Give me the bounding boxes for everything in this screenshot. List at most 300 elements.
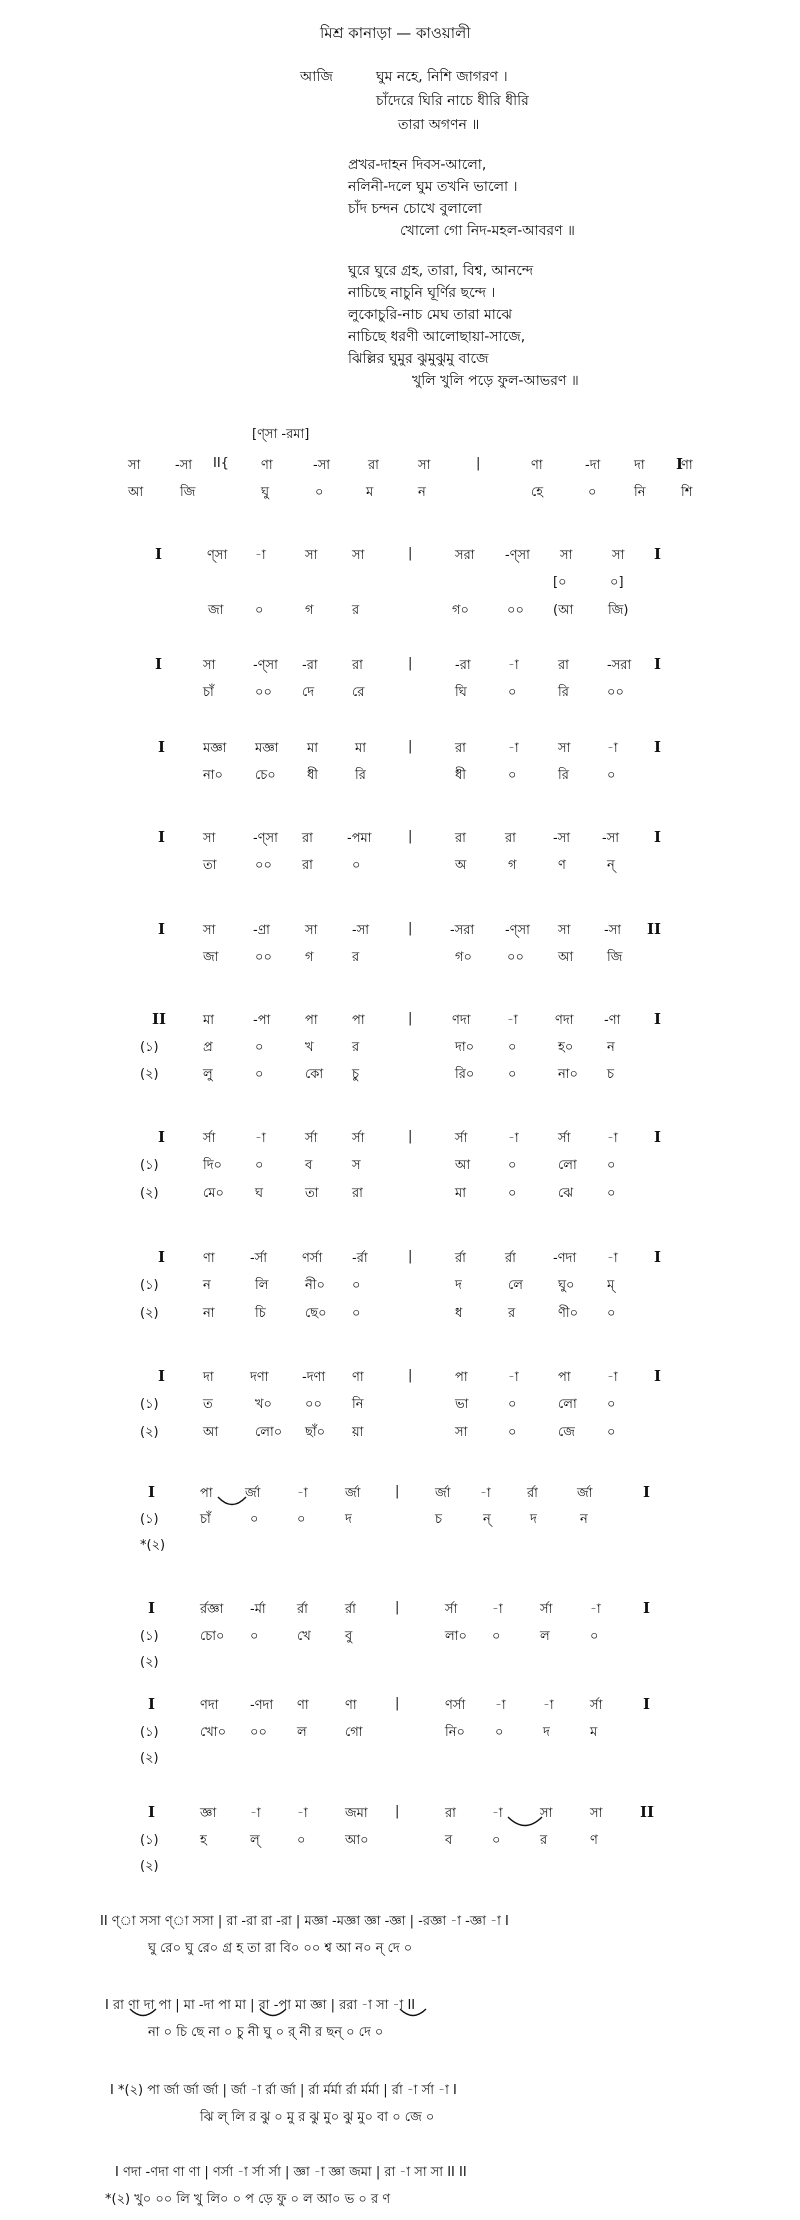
swara-note: -সা — [313, 458, 331, 473]
swara-note: -দণা — [302, 1370, 326, 1385]
lyric-syllable: ০ — [250, 1512, 259, 1527]
swara-note: র্জা — [435, 1486, 451, 1501]
swara-note: ণ্সা — [207, 548, 228, 563]
swara-note: সা — [305, 548, 318, 563]
lyric-syllable: ব — [445, 1833, 453, 1848]
swara-note: পা — [455, 1370, 468, 1385]
swara-note: সা — [590, 1806, 603, 1821]
lyric-syllable: গ০ — [452, 603, 469, 618]
bar-line: I — [654, 738, 662, 756]
lyric-syllable: প্র — [203, 1040, 213, 1055]
swara-note: দণা — [250, 1370, 269, 1385]
bar-line: I — [158, 828, 166, 846]
lyric-syllable: ০ — [495, 1725, 504, 1740]
swara-note: -রা — [302, 658, 318, 673]
lyric-syllable: ত — [203, 1397, 213, 1412]
bar-line: I — [158, 1367, 166, 1385]
lyric-syllable: স — [352, 1158, 361, 1173]
swara-note: পা — [200, 1486, 213, 1501]
lyric-syllable: য়া — [352, 1425, 364, 1440]
swara-note: পা — [305, 1013, 318, 1028]
lyric-syllable: আ — [455, 1158, 471, 1173]
beat-divider: | — [395, 1600, 400, 1615]
swara-note: -সা — [352, 923, 370, 938]
lyric-syllable: চু — [352, 1067, 360, 1082]
swara-note: -ণা — [604, 1013, 621, 1028]
verse-label: (১) — [140, 1040, 159, 1055]
bar-line: I — [155, 545, 163, 563]
lyric-syllable: খ — [305, 1040, 314, 1055]
lyric-syllable: হে — [531, 485, 544, 500]
swara-note: রা — [368, 458, 379, 473]
swara-note: সা — [558, 923, 571, 938]
song-title: মিশ্র কানাড়া — কাওয়ালী — [320, 24, 471, 42]
lyric-syllable: ধী — [455, 768, 467, 783]
swara-note: রা — [352, 658, 363, 673]
lyric-syllable: ০ — [297, 1833, 306, 1848]
lyric-syllable: ০ — [607, 1425, 616, 1440]
verse-label: (২) — [140, 1186, 159, 1201]
lyric-syllable: চ — [607, 1067, 615, 1082]
swara-note: র্সা — [558, 1131, 571, 1146]
lyric-syllable: র — [352, 603, 360, 618]
lyric-syllable: ণ — [590, 1833, 598, 1848]
lyric-syllable: মা — [455, 1186, 466, 1201]
lyric-syllable: নি০ — [445, 1725, 465, 1740]
swara-note: -া — [255, 1131, 266, 1146]
lyric-syllable: ০ — [492, 1629, 501, 1644]
lyric-syllable: দ — [455, 1278, 462, 1293]
swara-note: -া — [590, 1602, 601, 1617]
bar-line: I — [643, 1695, 651, 1713]
swara-note: -সরা — [450, 923, 475, 938]
lyric-syllable: খো০ — [200, 1725, 227, 1740]
bar-line: I — [148, 1599, 156, 1617]
lyric-syllable: আ — [128, 485, 144, 500]
verse-label: (১) — [140, 1158, 159, 1173]
swara-note: -া — [297, 1806, 308, 1821]
lyric-syllable: আ — [203, 1425, 219, 1440]
swara-note: -ণ্রা — [253, 923, 270, 938]
notation-line: I *(২) পা র্জা র্জা র্জা | র্জা -া র্রা র্জা | র্রা র্মর্মা র্রা র্মর্মা | র্রা -া র্সা -া I — [110, 2083, 457, 2098]
lyric-syllable: দি০ — [203, 1158, 223, 1173]
verse-label: (২) — [140, 1425, 159, 1440]
lyric-syllable: নী০ — [305, 1278, 325, 1293]
lyric-syllable: লো — [558, 1158, 577, 1173]
swara-note: র্জা — [245, 1486, 261, 1501]
verse-label: (১) — [140, 1397, 159, 1412]
slur-arc — [218, 1497, 246, 1505]
lyric-line: প্রখর-দাহন দিবস-আলো, — [348, 157, 487, 173]
notation-header: [ণ্সা -রমা] — [252, 427, 310, 442]
bar-line: I — [158, 1128, 166, 1146]
lyric-syllable: ০ — [492, 1833, 501, 1848]
lyric-syllable: ০০ — [255, 858, 272, 873]
lyric-syllable: ণী০ — [558, 1306, 579, 1321]
swara-note: র্রা — [455, 1251, 466, 1266]
bar-line: I — [654, 1367, 662, 1385]
lyric-syllable: জে — [558, 1425, 575, 1440]
lyric-syllable: ০ — [508, 768, 517, 783]
lyric-syllable: তা — [305, 1186, 319, 1201]
lyric-syllable: আ — [558, 950, 574, 965]
verse-label: (১) — [140, 1833, 159, 1848]
swara-note: ণর্সা — [302, 1251, 323, 1266]
swara-note: -া — [480, 1486, 491, 1501]
bar-line: I — [643, 1483, 651, 1501]
lyric-line: খুলি খুলি পড়ে ফুল-আভরণ ॥ — [412, 373, 579, 389]
lyric-syllable: ০] — [610, 575, 624, 590]
lyric-syllable: ০ — [352, 1306, 361, 1321]
swara-note: -পা — [253, 1013, 271, 1028]
lyric-syllable: লি — [255, 1278, 269, 1293]
lyric-syllable: র — [352, 950, 360, 965]
lyric-syllable: ন — [418, 485, 426, 500]
lyric-syllable: ল — [297, 1725, 307, 1740]
swara-note: সা — [418, 458, 431, 473]
lyric-syllable: ০ — [508, 1158, 517, 1173]
swara-note: -র্সা — [250, 1251, 268, 1266]
beat-divider: | — [395, 1696, 400, 1711]
lyric-syllable: লো — [558, 1397, 577, 1412]
lyric-syllable: দা০ — [455, 1040, 475, 1055]
verse-label: (২) — [140, 1655, 159, 1670]
swara-note: র্রা — [527, 1486, 538, 1501]
swara-note: সা — [612, 548, 625, 563]
lyric-syllable: ল — [540, 1629, 550, 1644]
lyric-line: নাচিছে নাচুনি ঘূর্ণির ছন্দে । — [348, 285, 496, 301]
bar-line: II — [640, 1803, 655, 1821]
bar-line: I — [654, 1010, 662, 1028]
lyric-syllable: গ — [508, 858, 517, 873]
lyric-syllable: বু — [345, 1629, 353, 1644]
lyric-syllable: রা — [352, 1186, 363, 1201]
lyric-syllable: খ০ — [255, 1397, 272, 1412]
swara-note: র্সা — [445, 1602, 458, 1617]
lyric-syllable: চ — [435, 1512, 443, 1527]
lyric-line: নলিনী-দলে ঘুম তখনি ভালো । — [348, 179, 518, 195]
swara-note: II{ — [213, 456, 229, 471]
lyric-syllable: মে০ — [203, 1186, 224, 1201]
lyric-line: *(২) খু০ ০০ লি খু লি০ ০ প ড়ে ফু ০ ল আ০ ভ ০ র ণ — [105, 2192, 391, 2207]
lyric-syllable: জা — [203, 950, 219, 965]
swara-note: -া — [297, 1486, 308, 1501]
bar-line: I — [676, 455, 684, 473]
lyric-line: ঘুম নহে, নিশি জাগরণ । — [376, 69, 508, 85]
bar-line: I — [148, 1803, 156, 1821]
swara-note: -া — [508, 741, 519, 756]
lyric-syllable: ম্ — [607, 1278, 615, 1293]
lyric-syllable: নি — [634, 485, 646, 500]
lyric-syllable: ঘু — [261, 485, 270, 500]
swara-note: ণদা — [200, 1698, 219, 1713]
lyric-syllable: আ০ — [345, 1833, 369, 1848]
swara-note: ণা — [352, 1370, 364, 1385]
lyric-syllable: ০ — [352, 1278, 361, 1293]
lyric-line: লুকোচুরি-নাচ মেঘ তারা মাঝে — [348, 307, 513, 323]
swara-note: -ণদা — [250, 1698, 274, 1713]
lyric-syllable: ০ — [508, 1397, 517, 1412]
swara-note: -া — [607, 1370, 618, 1385]
lyric-syllable: শি — [681, 485, 693, 500]
lyric-syllable: লো০ — [255, 1425, 283, 1440]
lyric-line: তারা অগণন ॥ — [398, 117, 480, 133]
beat-divider: | — [408, 1011, 413, 1026]
swara-note: রা — [505, 831, 516, 846]
lyric-line: ঘুরে ঘুরে গ্রহ, তারা, বিশ্ব, আনন্দে — [348, 263, 534, 279]
bar-line: I — [654, 828, 662, 846]
lyric-syllable: ০ — [255, 603, 264, 618]
lyric-syllable: ধ — [455, 1306, 463, 1321]
swara-note: মজ্ঞা — [255, 741, 279, 756]
swara-note: -া — [607, 741, 618, 756]
swara-note: -ণ্সা — [253, 831, 278, 846]
lyric-syllable: জা — [208, 603, 224, 618]
swara-note: -সা — [175, 458, 193, 473]
lyric-syllable: ঘি — [455, 685, 467, 700]
lyric-syllable: লু — [203, 1067, 213, 1082]
swara-note: -সা — [604, 923, 622, 938]
swara-note: -র্রা — [352, 1251, 368, 1266]
swara-note: সা — [352, 548, 365, 563]
swara-note: র্জা — [345, 1486, 361, 1501]
lyric-syllable: ০ — [352, 858, 361, 873]
beat-divider: | — [408, 739, 413, 754]
lyric-syllable: ০ — [607, 768, 616, 783]
swara-note: -া — [508, 1370, 519, 1385]
swara-note: র্রা — [505, 1251, 516, 1266]
lyric-syllable: ০ — [508, 1425, 517, 1440]
lyric-syllable: হ০ — [558, 1040, 574, 1055]
swara-note: -া — [492, 1806, 503, 1821]
lyric-syllable: র — [508, 1306, 516, 1321]
lyric-syllable: ০ — [588, 485, 597, 500]
swara-note: -া — [508, 1131, 519, 1146]
lyric-syllable: চাঁ — [200, 1512, 211, 1527]
swara-note: রা — [445, 1806, 456, 1821]
swara-note: মজ্ঞা — [203, 741, 227, 756]
bar-line: I — [155, 655, 163, 673]
bar-line: I — [158, 1248, 166, 1266]
lyric-syllable: রি — [558, 768, 569, 783]
lyric-syllable: ০ — [590, 1629, 599, 1644]
swara-note: র্সা — [352, 1131, 365, 1146]
lyric-syllable: ০ — [607, 1397, 616, 1412]
swara-note: সা — [560, 548, 573, 563]
swara-note: দা — [634, 458, 645, 473]
beat-divider: | — [395, 1804, 400, 1819]
verse-label: (১) — [140, 1725, 159, 1740]
swara-note: -া — [250, 1806, 261, 1821]
lyric-syllable: ০ — [508, 1186, 517, 1201]
swara-note: সা — [540, 1806, 553, 1821]
bar-line: I — [148, 1695, 156, 1713]
beat-divider: | — [408, 656, 413, 671]
swara-note: ণা — [531, 458, 543, 473]
swara-note: জ্ঞা — [200, 1806, 217, 1821]
lyric-syllable: দ — [345, 1512, 352, 1527]
lyric-syllable: চি — [255, 1306, 266, 1321]
lyric-syllable: চে০ — [255, 768, 276, 783]
lyric-syllable: দ — [543, 1725, 550, 1740]
swara-note: -রা — [455, 658, 471, 673]
lyric-syllable: ঝে — [558, 1186, 574, 1201]
swara-note: মা — [203, 1013, 214, 1028]
notation-line: II ণ্া সসা ণ্া সসা | রা -রা রা -রা | মজ্ঞা -মজ্ঞা জ্ঞা -জ্ঞা | -রজ্ঞা -া -জ্ঞা -া I — [100, 1914, 509, 1929]
lyric-syllable: ন — [580, 1512, 588, 1527]
lyric-syllable: ০০ — [255, 685, 272, 700]
lyric-syllable: ণ — [558, 858, 566, 873]
lyric-syllable: তা — [203, 858, 217, 873]
lyric-syllable: ম — [590, 1725, 598, 1740]
lyric-syllable: চো০ — [200, 1629, 225, 1644]
swara-note: র্রজ্ঞা — [200, 1602, 224, 1617]
swara-note: -সরা — [607, 658, 632, 673]
lyric-syllable: গ — [305, 950, 314, 965]
swara-note: -া — [543, 1698, 554, 1713]
lyric-syllable: কো — [305, 1067, 324, 1082]
swara-note: ণদা — [555, 1013, 574, 1028]
lyric-line: খোলো গো নিদ-মহল-আবরণ ॥ — [400, 223, 575, 239]
lyric-line: না ০ চি ছে না ০ চু নী ঘু ০ র্ নী র ছন্ ০ দে ০ — [148, 2025, 384, 2040]
swara-note: -ণ্সা — [505, 923, 530, 938]
bar-line: I — [158, 920, 166, 938]
swara-note: সরা — [455, 548, 475, 563]
lyric-syllable: লে — [508, 1278, 523, 1293]
swara-note: ণা — [261, 458, 273, 473]
lyric-syllable: র — [540, 1833, 548, 1848]
lyric-syllable: ০ — [315, 485, 324, 500]
lyric-syllable: জি — [607, 950, 623, 965]
lyric-syllable: না০ — [203, 768, 223, 783]
lyric-syllable: ল্ — [250, 1833, 260, 1848]
lyric-syllable: না০ — [558, 1067, 578, 1082]
beat-divider: | — [476, 456, 481, 471]
swara-note: রা — [455, 831, 466, 846]
lyric-syllable: জি) — [608, 603, 629, 618]
swara-note: -া — [607, 1251, 618, 1266]
beat-divider: | — [408, 921, 413, 936]
swara-note: -সা — [553, 831, 571, 846]
swara-note: -ণদা — [553, 1251, 577, 1266]
lyric-syllable: ভা — [455, 1397, 469, 1412]
lyric-syllable: ০০ — [507, 950, 524, 965]
lyric-syllable: (আ — [553, 603, 574, 618]
bar-line: I — [654, 545, 662, 563]
swara-note: মা — [355, 741, 366, 756]
swara-note: র্জা — [577, 1486, 593, 1501]
bar-line: I — [148, 1483, 156, 1501]
beat-divider: | — [408, 1368, 413, 1383]
lyric-syllable: ন — [607, 1040, 615, 1055]
lyric-syllable: ম — [366, 485, 374, 500]
lyric-syllable: ০ — [508, 1067, 517, 1082]
swara-note: -পমা — [347, 831, 372, 846]
swara-note: সা — [305, 923, 318, 938]
lyric-syllable: ০ — [255, 1158, 264, 1173]
lyric-syllable: ০ — [255, 1067, 264, 1082]
beat-divider: | — [408, 546, 413, 561]
lyric-syllable: ০০ — [250, 1725, 267, 1740]
lyric-syllable: ০ — [607, 1186, 616, 1201]
lyric-syllable: ন্ — [483, 1512, 491, 1527]
lyric-syllable: চাঁ — [203, 685, 214, 700]
verse-label: *(২) — [140, 1538, 166, 1553]
swara-note: -া — [607, 1131, 618, 1146]
lyric-syllable: লা০ — [445, 1629, 467, 1644]
swara-note: ণদা — [452, 1013, 471, 1028]
beat-divider: | — [408, 829, 413, 844]
lyric-syllable: ০ — [255, 1040, 264, 1055]
lyric-syllable: ০০ — [255, 950, 272, 965]
swara-note: রা — [558, 658, 569, 673]
verse-label: (২) — [140, 1751, 159, 1766]
lyric-syllable: রে — [352, 685, 365, 700]
lyric-syllable: হ — [200, 1833, 207, 1848]
swara-note: র্সা — [590, 1698, 603, 1713]
swara-note: ণা — [345, 1698, 357, 1713]
lyric-syllable: ব — [305, 1158, 313, 1173]
lyric-syllable: গ — [305, 603, 314, 618]
swara-note: সা — [203, 831, 216, 846]
lyric-line: ঘু রে০ ঘু রে০ গ্র হ তা রা বি০ ০০ শ্ব আ ন০ ন্ দে ০ — [148, 1941, 413, 1956]
swara-note: -ণ্সা — [505, 548, 530, 563]
swara-note: মা — [307, 741, 318, 756]
lyric-syllable: [০ — [553, 575, 567, 590]
swara-note: -া — [492, 1602, 503, 1617]
lyric-line: নাচিছে ধরণী আলোছায়া-সাজে, — [348, 329, 526, 345]
swara-note: পা — [352, 1013, 365, 1028]
bar-line: II — [152, 1010, 167, 1028]
verse-label: (১) — [140, 1278, 159, 1293]
swara-note: -া — [255, 548, 266, 563]
bar-line: I — [158, 738, 166, 756]
lyric-syllable: ০ — [508, 685, 517, 700]
swara-note: ণা — [297, 1698, 309, 1713]
lyric-syllable: দে — [302, 685, 315, 700]
lyric-syllable: ০ — [607, 1158, 616, 1173]
beat-divider: | — [395, 1484, 400, 1499]
bar-line: I — [654, 655, 662, 673]
swara-note: দা — [203, 1370, 214, 1385]
swara-note: রা — [455, 741, 466, 756]
lyric-syllable: সা — [455, 1425, 468, 1440]
beat-divider: | — [408, 1249, 413, 1264]
lyric-syllable: রি — [558, 685, 569, 700]
swara-note: ণর্সা — [445, 1698, 466, 1713]
lyric-syllable: ঘ — [255, 1186, 264, 1201]
lyric-syllable: গ০ — [455, 950, 472, 965]
lyric-syllable: খে — [297, 1629, 311, 1644]
lyric-line: চাঁদ চন্দন চোখে বুলালো — [348, 201, 482, 217]
lyric-syllable: ছে০ — [305, 1306, 327, 1321]
swara-note: র্রা — [297, 1602, 308, 1617]
lyric-syllable: ঘু০ — [558, 1278, 575, 1293]
lyric-syllable: ০ — [297, 1512, 306, 1527]
swara-note: সা — [558, 741, 571, 756]
lyric-syllable: রি — [355, 768, 366, 783]
lyric-syllable: জি — [180, 485, 196, 500]
bar-line: II — [647, 920, 662, 938]
swara-note: জমা — [345, 1806, 368, 1821]
notation-line: I ণদা -ণদা ণা ণা | ণর্সা -া র্সা র্সা | জ্ঞা -া জ্ঞা জমা | রা -া সা সা II II — [115, 2165, 467, 2180]
lyric-syllable: না — [203, 1306, 215, 1321]
lyric-syllable: র — [352, 1040, 360, 1055]
lyric-syllable: ন — [203, 1278, 211, 1293]
swara-note: সা — [203, 923, 216, 938]
slur-arc — [508, 1817, 542, 1826]
lyric-syllable: ০০ — [305, 1397, 322, 1412]
